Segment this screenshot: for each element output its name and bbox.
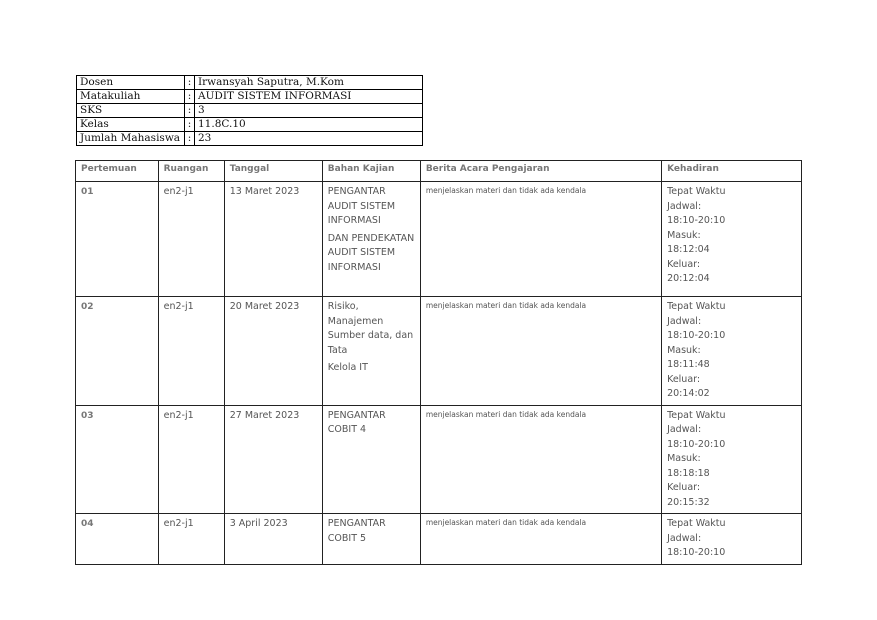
- bahan-text: DAN PENDEKATAN AUDIT SISTEM INFORMASI: [327, 232, 415, 273]
- kehadiran-value: 18:10-20:10: [667, 330, 726, 341]
- header-tanggal: Tanggal: [224, 161, 322, 182]
- cell-berita-acara: menjelaskan materi dan tidak ada kendala: [420, 514, 661, 565]
- table-row: [76, 182, 802, 297]
- kehadiran-status: Tepat Waktu: [667, 301, 726, 312]
- cell-tanggal: 13 Maret 2023: [224, 182, 322, 297]
- cell-kehadiran: [662, 514, 802, 565]
- cell-kehadiran: [662, 405, 802, 514]
- info-value: 23: [195, 132, 423, 146]
- cell-ruangan: en2-j1: [158, 297, 224, 406]
- header-bahan-kajian: Bahan Kajian: [322, 161, 420, 182]
- info-separator: :: [185, 118, 195, 132]
- bahan-text: PENGANTAR COBIT 5: [327, 518, 386, 544]
- kehadiran-status: Tepat Waktu: [667, 518, 726, 529]
- kehadiran-label: Keluar:: [667, 482, 701, 493]
- info-separator: :: [185, 132, 195, 146]
- info-separator: :: [185, 76, 195, 90]
- cell-berita-acara: menjelaskan materi dan tidak ada kendala: [420, 405, 661, 514]
- info-label: Kelas: [77, 118, 185, 132]
- info-value: 11.8C.10: [195, 118, 423, 132]
- kehadiran-value: 20:15:32: [667, 496, 710, 508]
- cell-pertemuan: 01: [76, 182, 159, 297]
- kehadiran-label: Masuk:: [667, 229, 701, 241]
- kehadiran-label: Jadwal:: [667, 424, 702, 435]
- header-kehadiran: Kehadiran: [662, 161, 802, 182]
- info-label: Matakuliah: [77, 90, 185, 104]
- info-label: Jumlah Mahasiswa: [77, 132, 185, 146]
- header-berita-acara: Berita Acara Pengajaran: [420, 161, 661, 182]
- info-value: AUDIT SISTEM INFORMASI: [195, 90, 423, 104]
- table-row: [76, 297, 802, 406]
- cell-pertemuan: 02: [76, 297, 159, 406]
- info-separator: :: [185, 104, 195, 118]
- info-row-matakuliah: [77, 90, 423, 104]
- attendance-table: [75, 160, 802, 565]
- cell-pertemuan: 04: [76, 514, 159, 565]
- table-header-row: [76, 161, 802, 182]
- kehadiran-value: 18:18:18: [667, 467, 710, 479]
- cell-bahan-kajian: [322, 514, 420, 565]
- info-label: Dosen: [77, 76, 185, 90]
- kehadiran-label: Jadwal:: [667, 315, 702, 327]
- kehadiran-value: 20:14:02: [667, 388, 710, 399]
- kehadiran-value: 20:12:04: [667, 273, 710, 284]
- kehadiran-value: 18:11:48: [667, 359, 710, 370]
- info-row-kelas: [77, 118, 423, 132]
- cell-kehadiran: [662, 297, 802, 406]
- header-pertemuan: Pertemuan: [76, 161, 159, 182]
- cell-ruangan: en2-j1: [158, 182, 224, 297]
- kehadiran-status: Tepat Waktu: [667, 186, 726, 197]
- info-row-dosen: [77, 76, 423, 90]
- cell-pertemuan: 03: [76, 405, 159, 514]
- kehadiran-value: 18:10-20:10: [667, 438, 726, 450]
- bahan-text: PENGANTAR COBIT 4: [327, 409, 386, 435]
- info-row-sks: [77, 104, 423, 118]
- cell-tanggal: 20 Maret 2023: [224, 297, 322, 406]
- kehadiran-label: Jadwal:: [667, 532, 702, 544]
- course-info-table: [76, 75, 423, 146]
- cell-kehadiran: [662, 182, 802, 297]
- table-row: [76, 405, 802, 514]
- info-row-jumlah-mahasiswa: [77, 132, 423, 146]
- table-row: [76, 514, 802, 565]
- cell-tanggal: 27 Maret 2023: [224, 405, 322, 514]
- kehadiran-status: Tepat Waktu: [667, 409, 726, 421]
- info-separator: :: [185, 90, 195, 104]
- bahan-text: Kelola IT: [327, 362, 368, 373]
- cell-berita-acara: menjelaskan materi dan tidak ada kendala: [420, 182, 661, 297]
- kehadiran-value: 18:10-20:10: [667, 547, 726, 558]
- cell-ruangan: en2-j1: [158, 405, 224, 514]
- kehadiran-label: Keluar:: [667, 373, 701, 385]
- cell-bahan-kajian: [322, 405, 420, 514]
- info-value: 3: [195, 104, 423, 118]
- kehadiran-label: Jadwal:: [667, 200, 702, 212]
- cell-ruangan: en2-j1: [158, 514, 224, 565]
- bahan-text: PENGANTAR AUDIT SISTEM INFORMASI: [327, 186, 396, 226]
- header-ruangan: Ruangan: [158, 161, 224, 182]
- kehadiran-value: 18:10-20:10: [667, 215, 726, 226]
- kehadiran-label: Masuk:: [667, 453, 701, 464]
- kehadiran-label: Keluar:: [667, 258, 701, 270]
- cell-bahan-kajian: [322, 297, 420, 406]
- bahan-text: Risiko, Manajemen Sumber data, dan Tata: [327, 301, 414, 356]
- info-label: SKS: [77, 104, 185, 118]
- kehadiran-value: 18:12:04: [667, 244, 710, 255]
- kehadiran-label: Masuk:: [667, 344, 701, 356]
- cell-tanggal: 3 April 2023: [224, 514, 322, 565]
- cell-bahan-kajian: [322, 182, 420, 297]
- info-value: Irwansyah Saputra, M.Kom: [195, 76, 423, 90]
- cell-berita-acara: menjelaskan materi dan tidak ada kendala: [420, 297, 661, 406]
